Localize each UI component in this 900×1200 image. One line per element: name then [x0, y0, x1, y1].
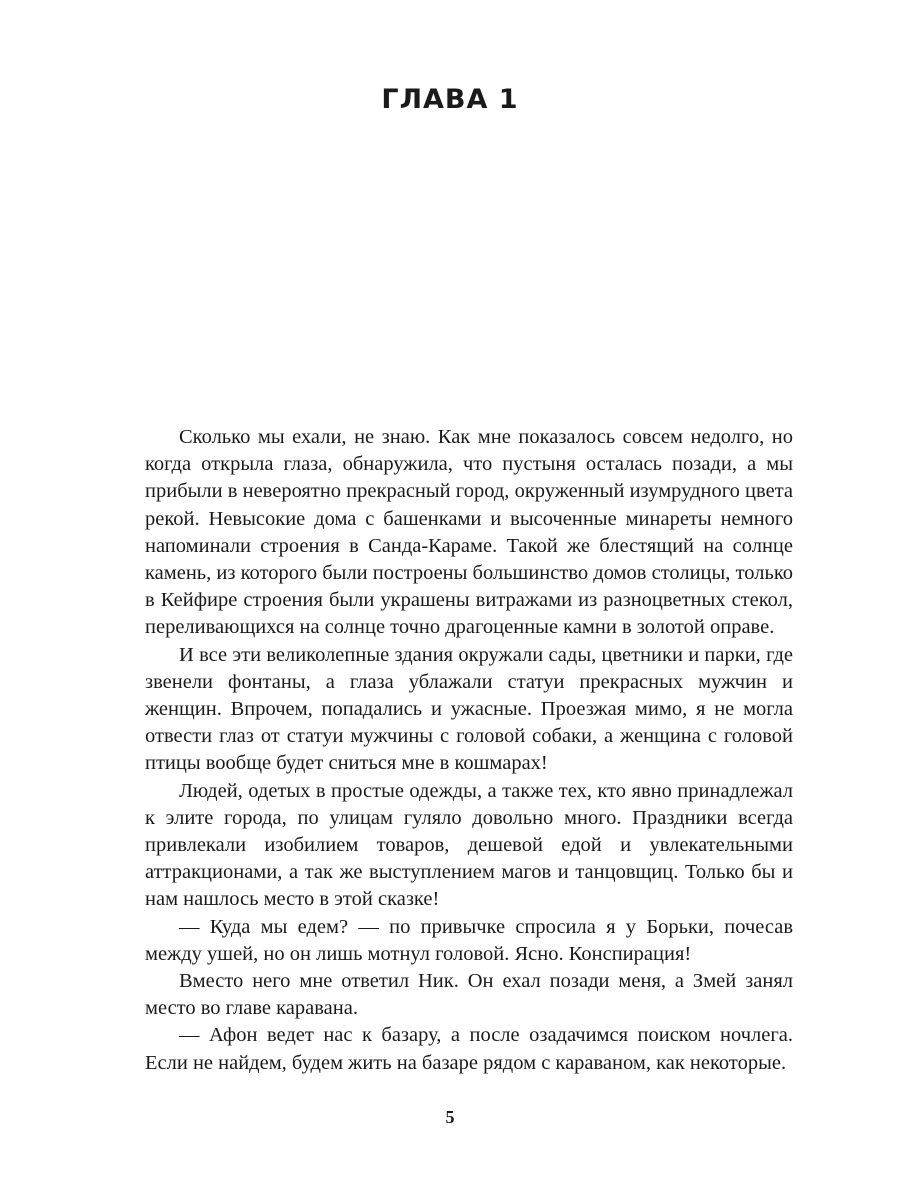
- paragraph: Людей, одетых в простые одежды, а также тех, кто явно принадлежал к элите города, по улицам гуляло довольно много. Праздники всегда привлекали изобилием товаров, дешевой едой и увлекательными аттракционами, а так же выступлением магов и танцовщиц. Только бы и нам нашлось место в этой сказке!: [145, 779, 793, 911]
- page-number: 5: [445, 1107, 455, 1127]
- paragraph: Вместо него мне ответил Ник. Он ехал позади меня, а Змей занял место во главе каравана.: [145, 970, 793, 1020]
- paragraph: Сколько мы ехали, не знаю. Как мне показалось совсем недолго, но когда открыла глаза, обнаружила, что пустыня осталась позади, а мы прибыли в невероятно прекрасный город, окруженный изумрудного цвета рекой. Невысокие дома с башенками и высоченные минареты немного напоминали строения в Санда-Караме. Такой же блестящий на солнце камень, из которого были построены большинство домов столицы, только в Кейфире строения были украшены витражами из разноцветных стекол, переливающихся на солнце точно драгоценные камни в золотой оправе.: [145, 426, 793, 639]
- chapter-body: [145, 424, 793, 1077]
- paragraph: — Куда мы едем? — по привычке спросила я у Борьки, почесав между ушей, но он лишь мотнул головой. Ясно. Конспирация!: [145, 915, 793, 965]
- paragraph: — Афон ведет нас к базару, а после озадачимся поиском ночлега. Если не найдем, будем жить на базаре рядом с караваном, как некоторые.: [145, 1024, 793, 1074]
- paragraph: И все эти великолепные здания окружали сады, цветники и парки, где звенели фонтаны, а глаза ублажали статуи прекрасных мужчин и женщин. Впрочем, попадались и ужасные. Проезжая мимо, я не могла отвести глаз от статуи мужчины с головой собаки, а женщина с головой птицы вообще будет сниться мне в кошмарах!: [145, 643, 793, 775]
- chapter-title: ГЛАВА 1: [381, 84, 519, 115]
